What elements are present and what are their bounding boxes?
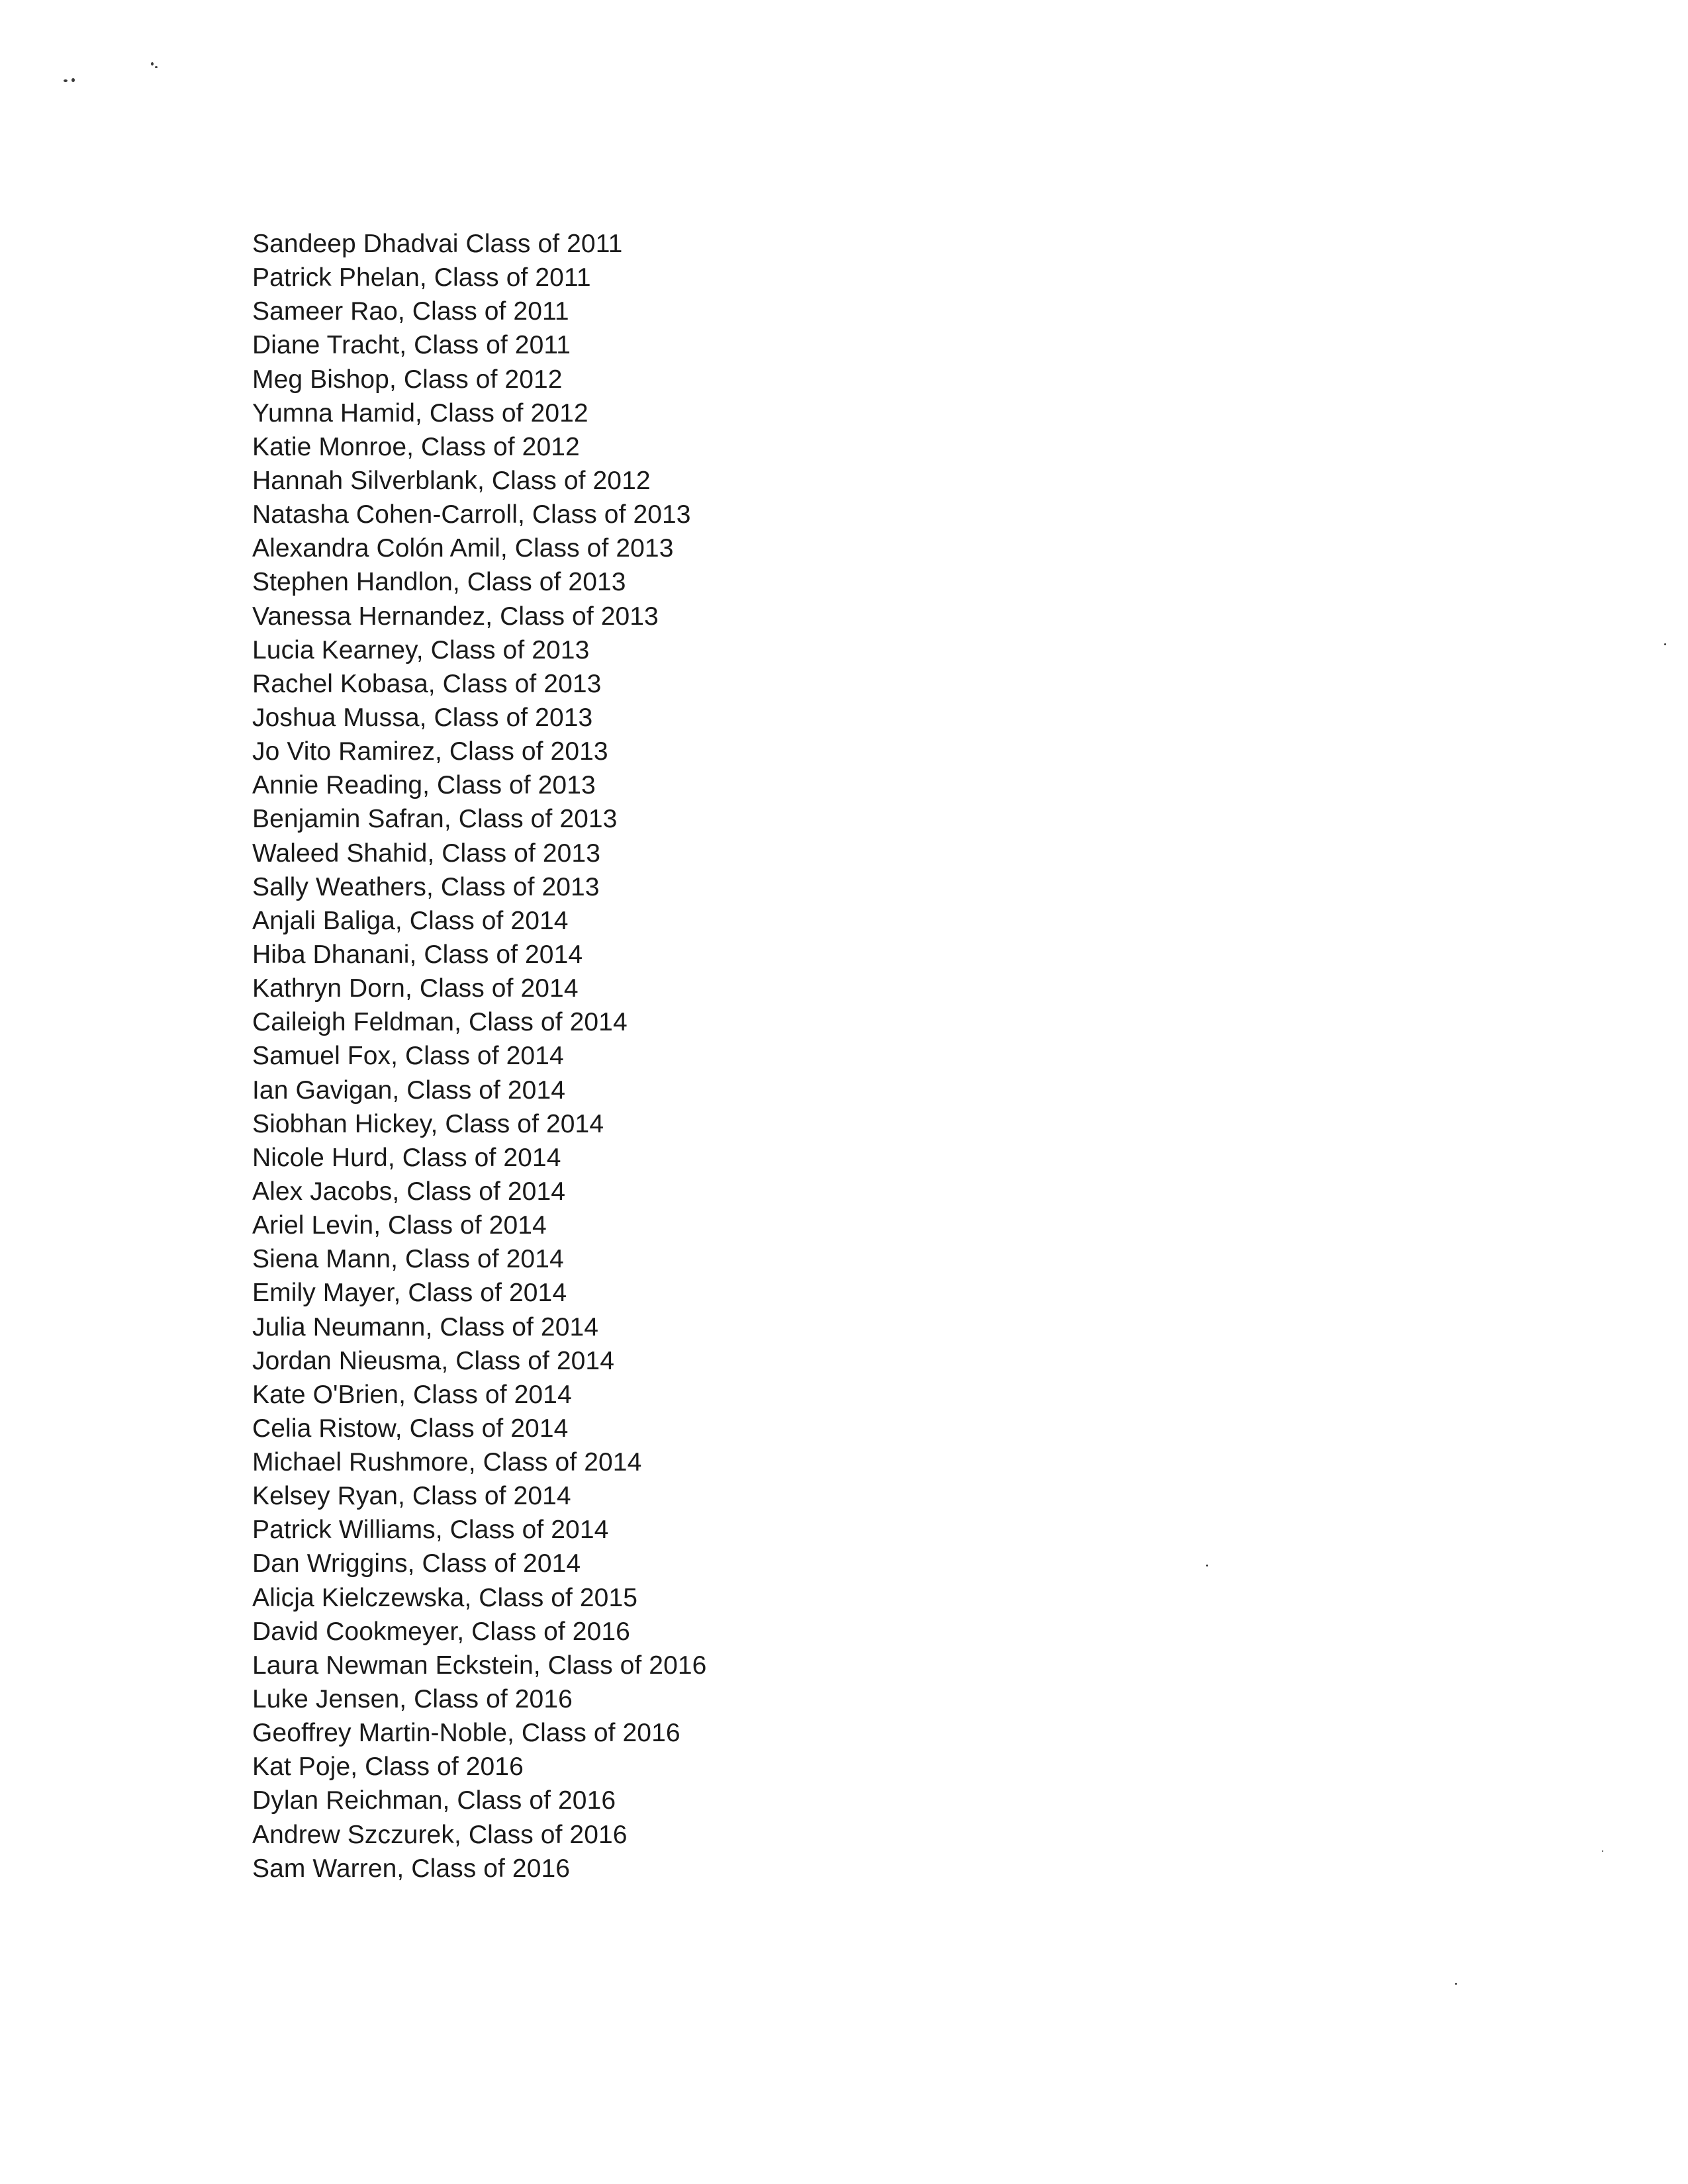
list-item: Andrew Szczurek, Class of 2016 [252,1820,628,1849]
list-item: Dan Wriggins, Class of 2014 [252,1549,581,1578]
scan-speck [1602,1850,1603,1852]
list-item: Celia Ristow, Class of 2014 [252,1414,569,1443]
list-item: Nicole Hurd, Class of 2014 [252,1143,561,1172]
list-item: Jo Vito Ramirez, Class of 2013 [252,737,608,766]
list-item: Laura Newman Eckstein, Class of 2016 [252,1651,707,1680]
list-item: Hannah Silverblank, Class of 2012 [252,466,651,495]
list-item: Lucia Kearney, Class of 2013 [252,635,590,664]
list-item: Dylan Reichman, Class of 2016 [252,1786,616,1815]
list-item: Emily Mayer, Class of 2014 [252,1279,567,1308]
scan-speck [155,66,158,68]
list-item: Alex Jacobs, Class of 2014 [252,1177,566,1206]
list-item: Annie Reading, Class of 2013 [252,771,596,800]
scan-speck [71,78,75,82]
list-item: Meg Bishop, Class of 2012 [252,365,563,394]
scan-speck [1455,1983,1457,1985]
list-item: Kathryn Dorn, Class of 2014 [252,974,579,1003]
list-item: Patrick Phelan, Class of 2011 [252,263,591,293]
list-item: Diane Tracht, Class of 2011 [252,331,571,360]
list-item: Stephen Handlon, Class of 2013 [252,568,626,597]
list-item: Joshua Mussa, Class of 2013 [252,703,593,732]
list-item: Ariel Levin, Class of 2014 [252,1211,547,1240]
list-item: Rachel Kobasa, Class of 2013 [252,669,602,698]
list-item: Katie Monroe, Class of 2012 [252,432,580,461]
list-item: Siobhan Hickey, Class of 2014 [252,1109,604,1138]
alumni-name-list [252,227,706,1886]
list-item: Siena Mann, Class of 2014 [252,1245,564,1274]
list-item: Luke Jensen, Class of 2016 [252,1685,573,1714]
list-item: Ian Gavigan, Class of 2014 [252,1075,566,1105]
list-item: David Cookmeyer, Class of 2016 [252,1617,630,1646]
list-item: Sandeep Dhadvai Class of 2011 [252,230,623,258]
list-item: Natasha Cohen-Carroll, Class of 2013 [252,500,691,529]
list-item: Benjamin Safran, Class of 2013 [252,805,618,834]
list-item: Alexandra Colón Amil, Class of 2013 [252,534,674,563]
list-item: Kelsey Ryan, Class of 2014 [252,1482,571,1511]
list-item: Hiba Dhanani, Class of 2014 [252,940,583,969]
list-item: Samuel Fox, Class of 2014 [252,1042,564,1071]
scan-speck [64,79,68,82]
list-item: Julia Neumann, Class of 2014 [252,1312,599,1342]
list-item: Sally Weathers, Class of 2013 [252,872,600,901]
list-item: Patrick Williams, Class of 2014 [252,1516,609,1545]
scan-speck [151,62,154,66]
list-item: Caileigh Feldman, Class of 2014 [252,1008,628,1037]
list-item: Michael Rushmore, Class of 2014 [252,1448,642,1477]
list-item: Sam Warren, Class of 2016 [252,1854,571,1883]
list-item: Jordan Nieusma, Class of 2014 [252,1346,615,1375]
list-item: Kat Poje, Class of 2016 [252,1752,524,1782]
list-item: Waleed Shahid, Class of 2013 [252,839,601,868]
scan-speck [1206,1565,1208,1567]
list-item: Geoffrey Martin-Noble, Class of 2016 [252,1719,680,1748]
scan-speck [1664,643,1666,645]
list-item: Kate O'Brien, Class of 2014 [252,1380,572,1409]
list-item: Vanessa Hernandez, Class of 2013 [252,602,659,631]
list-item: Alicja Kielczewska, Class of 2015 [252,1583,638,1612]
list-item: Anjali Baliga, Class of 2014 [252,906,569,935]
list-item: Sameer Rao, Class of 2011 [252,297,569,326]
list-item: Yumna Hamid, Class of 2012 [252,398,588,428]
